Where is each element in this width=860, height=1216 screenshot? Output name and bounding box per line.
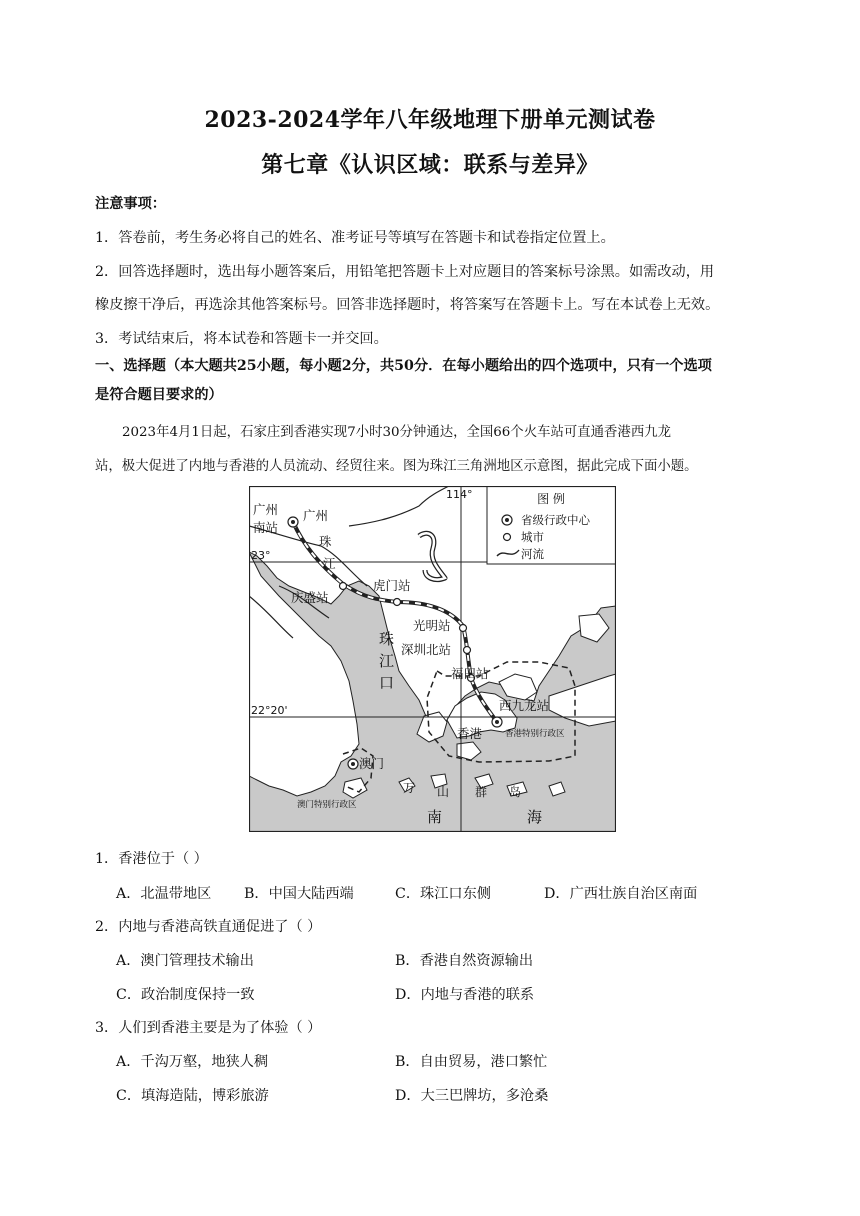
q2-option-b[interactable]: B．香港自然资源输出 <box>395 953 534 969</box>
islands-label-3: 群 <box>475 785 488 799</box>
islands-label-4: 岛 <box>509 785 522 799</box>
guangming-symbol <box>460 625 467 632</box>
q2-option-c[interactable]: C．政治制度保持一致 <box>116 987 255 1003</box>
passage-line-1: 2023年4月1日起，石家庄到香港实现7小时30分钟通达，全国66个火车站可直通香港西九龙 <box>122 425 671 440</box>
notice-item-1: 1．答卷前，考生务必将自己的姓名、准考证号等填写在答题卡和试卷指定位置上。 <box>95 230 615 246</box>
estuary-label-3: 口 <box>379 674 395 692</box>
lat-23-label: 23° <box>251 549 271 562</box>
shenzhen-north-label: 深圳北站 <box>401 642 452 657</box>
islands-label-2: 山 <box>437 785 450 799</box>
q3-option-c[interactable]: C．填海造陆，博彩旅游 <box>116 1088 269 1104</box>
humen-label: 虎门站 <box>373 578 411 593</box>
futian-label: 福田站 <box>451 666 489 681</box>
section-heading: 一、选择题（本大题共25小题，每小题2分，共50分．在每小题给出的四个选项中，只有一个选项 <box>95 358 712 374</box>
q1-option-b[interactable]: B．中国大陆西端 <box>244 886 354 902</box>
question-1-stem: 1．香港位于（ ） <box>95 851 208 867</box>
lat-22-20-label: 22°20' <box>251 704 288 717</box>
legend-city: 城市 <box>521 530 544 544</box>
legend-title: 图 例 <box>537 492 565 506</box>
south-sea-label-1: 南 <box>427 808 443 826</box>
guangzhou-south-label-2: 南站 <box>253 520 279 535</box>
question-3-stem: 3．人们到香港主要是为了体验（ ） <box>95 1020 322 1036</box>
pearl-river-delta-map <box>249 486 616 832</box>
notice-heading: 注意事项： <box>95 196 166 212</box>
notice-item-3: 3．考试结束后，将本试卷和答题卡一并交回。 <box>95 331 388 347</box>
q2-option-a[interactable]: A．澳门管理技术输出 <box>116 953 254 969</box>
q1-option-a[interactable]: A．北温带地区 <box>116 886 212 902</box>
hk-sar-label: 香港特别行政区 <box>505 729 565 739</box>
south-sea-label-2: 海 <box>527 808 543 826</box>
notice-item-2: 2．回答选择题时，选出每小题答案后，用铅笔把答题卡上对应题目的答案标号涂黑。如需改动，用 <box>95 264 715 280</box>
page-subtitle: 第七章《认识区域：联系与差异》 <box>261 152 599 178</box>
guangzhou-label: 广州 <box>303 508 329 523</box>
islands-label-1: 万 <box>403 781 416 795</box>
passage-line-2: 站，极大促进了内地与香港的人员流动、经贸往来。图为珠江三角洲地区示意图，据此完成下面小题。 <box>95 459 698 474</box>
page-title: 2023-2024学年八年级地理下册单元测试卷 <box>204 107 656 133</box>
estuary-label-2: 江 <box>379 652 395 670</box>
legend-capital: 省级行政中心 <box>521 513 590 527</box>
q2-option-d[interactable]: D．内地与香港的联系 <box>395 987 535 1003</box>
jiang-label: 江 <box>323 556 336 571</box>
q1-option-d[interactable]: D．广西壮族自治区南面 <box>544 886 698 902</box>
guangming-label: 光明站 <box>413 618 451 633</box>
lon-label: 114° <box>446 488 473 501</box>
q1-option-c[interactable]: C．珠江口东侧 <box>395 886 491 902</box>
q3-option-b[interactable]: B．自由贸易，港口繁忙 <box>395 1054 548 1070</box>
notice-item-2-cont: 橡皮擦干净后，再选涂其他答案标号。回答非选择题时，将答案写在答题卡上。写在本试卷上无效。 <box>95 297 720 313</box>
qingsheng-label: 庆盛站 <box>291 590 329 605</box>
macau-label: 澳门 <box>359 756 385 771</box>
humen-symbol <box>394 599 401 606</box>
q3-option-d[interactable]: D．大三巴牌坊，多沧桑 <box>395 1088 549 1104</box>
qingsheng-symbol <box>340 583 347 590</box>
zhu-label: 珠 <box>319 534 332 549</box>
guangzhou-south-label-1: 广州 <box>253 502 279 517</box>
macau-sar-label: 澳门特别行政区 <box>297 800 357 810</box>
shenzhen-north-symbol <box>464 647 471 654</box>
estuary-label-1: 珠 <box>379 630 395 648</box>
question-2-stem: 2．内地与香港高铁直通促进了（ ） <box>95 919 322 935</box>
west-kowloon-label: 西九龙站 <box>499 698 550 713</box>
legend-river: 河流 <box>521 547 544 561</box>
hongkong-label: 香港 <box>457 726 483 741</box>
q3-option-a[interactable]: A．千沟万壑，地狭人稠 <box>116 1054 269 1070</box>
section-heading-cont: 是符合题目要求的） <box>95 387 223 403</box>
